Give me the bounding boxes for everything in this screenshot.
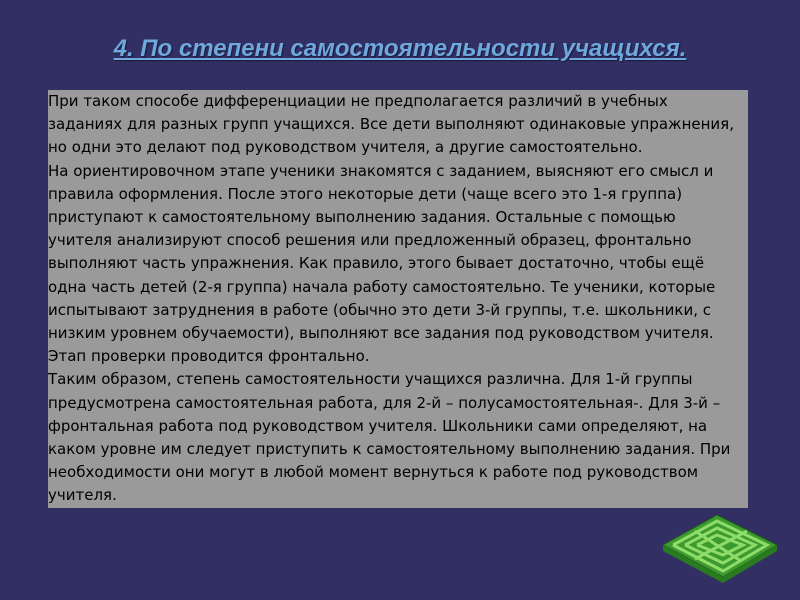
green-maze-ornament-icon <box>655 505 785 583</box>
slide-title: 4. По степени самостоятельности учащихся. <box>113 35 687 62</box>
paragraph-2: На ориентировочном этапе ученики знакомятся с заданием, выясняют его смысл и правила оформления. После этого некоторые дети (чаще всего это 1-я группа) приступают к самостоятельному выполнению задания. Остальные с помощью учителя анализируют способ решения или предложенный образец, фронтально выполняют часть упражнения. Как правило, этого бывает достаточно, чтобы ещё одна часть детей (2-я группа) начала работу самостоятельно. Те ученики, которые испытывают затруднения в работе (обычно это дети 3-й группы, т.е. школьники, с низким уровнем обучаемости), выполняют все задания под руководством учителя. Этап проверки проводится фронтально. <box>48 161 716 366</box>
paragraph-3: Таким образом, степень самостоятельности учащихся различна. Для 1-й группы предусмотрена самостоятельная работа, для 2-й – полусамостоятельная-. Для 3-й – фронтальная работа под руководством учителя. Школьники сами определяют, на каком уровне им следует приступить к самостоятельному выполнению задания. При необходимости они могут в любой момент вернуться к работе под руководством учителя. <box>48 370 731 505</box>
paragraph-1: При таком способе дифференциации не предполагается различий в учебных заданиях для разных групп учащихся. Все дети выполняют одинаковые упражнения, но одни это делают под руководством учителя, а другие самостоятельно. <box>48 92 734 157</box>
slide-body-text <box>48 90 748 508</box>
